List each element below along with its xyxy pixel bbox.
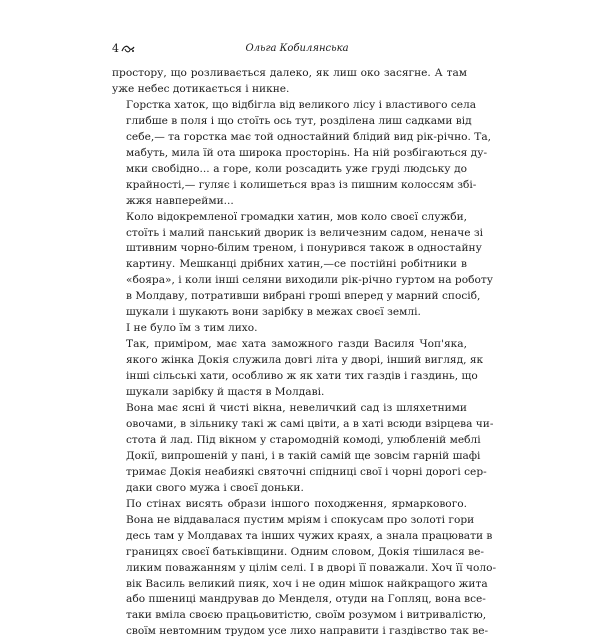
text-line: Горстка хаток, що відбігла від великого лісу і властивого села bbox=[126, 98, 477, 111]
paragraph bbox=[112, 401, 494, 497]
paragraph bbox=[112, 210, 493, 322]
text-line: тримає Докія неабиякі святочні спідниці свої і чорні дорогі сер- bbox=[126, 465, 487, 478]
text-line: вік Василь великий пияк, хоч і не один мішок найкращого жита bbox=[126, 577, 488, 590]
text-line: даки свого мужа і своєї доньки. bbox=[126, 481, 304, 494]
text-line: в Молдаву, потративши вибрані гроші вперед у марний спосіб, bbox=[126, 290, 481, 303]
text-line: таки вміла своєю працьовитістю, своїм розумом і витривалістю, bbox=[126, 609, 487, 622]
text-line: Докії, випрошеній у пані, і в такій самій ще зовсім гарній шафі bbox=[126, 449, 481, 462]
text-line: або пшениці мандрував до Менделя, отуди на Гопляц, вона все- bbox=[126, 593, 486, 606]
text-line: Так, приміром, має хата заможного газди Василя Чоп'яка, bbox=[126, 338, 467, 351]
text-line: шукали і шукають вони зарібку в межах своєї землі. bbox=[126, 306, 421, 319]
paragraph bbox=[112, 337, 484, 401]
text-line: крайності,— гуляє і колишеться враз із пишним колоссям збі- bbox=[126, 178, 477, 191]
text-line: десь там у Молдавах та інших чужих краях, а знала працювати в bbox=[126, 529, 493, 542]
paragraph bbox=[112, 98, 492, 210]
text-line: ликим поважанням у цілім селі. І в дворі її поважали. Хоч її чоло- bbox=[126, 561, 497, 574]
paragraph bbox=[112, 66, 467, 98]
text-line: шукали зарібку й щастя в Молдаві. bbox=[126, 386, 325, 399]
text-line: своїм невтомним трудом усе лихо направити і газдівство так ве- bbox=[126, 625, 489, 638]
text-line: мабуть, мила їй ота широка просторінь. На ній розбігаються ду- bbox=[126, 146, 488, 159]
text-line: мки свобідно... а горе, коли розсадить уже груді людську до bbox=[126, 162, 467, 175]
text-line: Коло відокремленої громадки хатин, мов коло своєї служби, bbox=[126, 210, 467, 223]
page-number: 4 bbox=[112, 42, 119, 55]
text-line: уже небес дотикається і никне. bbox=[112, 82, 290, 95]
text-line: границях своєї батьківщини. Одним словом, Докія тішилася ве- bbox=[126, 545, 484, 558]
text-line: картину. Мешканці дрібних хатин,—се постійні робітники в bbox=[126, 258, 467, 271]
text-line: якого жінка Докія служила довгі літа у дворі, інший вигляд, як bbox=[126, 354, 484, 367]
text-line: себе,— та горстка має той одностайний блідий вид рік-річно. Та, bbox=[126, 130, 492, 143]
text-line: І не було їм з тим лихо. bbox=[126, 322, 258, 335]
text-line: інші сільські хати, особливо ж як хати тих газдів і газдинь, що bbox=[126, 370, 478, 383]
text-line: жжя навперейми... bbox=[126, 194, 234, 207]
text-line: овочами, в зільнику такі ж самі цвіти, а в хаті всюди взірцева чи- bbox=[126, 417, 494, 430]
paragraph bbox=[112, 497, 497, 640]
running-title: Ольга Кобилянська bbox=[245, 43, 349, 54]
body-text bbox=[112, 66, 497, 640]
text-line: Вона не віддавалася пустим мріям і спокусам про золоті гори bbox=[126, 513, 475, 526]
text-line: стота й лад. Під вікном у старомодній комоді, улюбленій меблі bbox=[126, 433, 481, 446]
text-line: стоїть і малий панський дворик із величезним садом, неначе зі bbox=[126, 226, 484, 239]
text-line: штивним чорно-білим треном, і понурився також в одностайну bbox=[126, 242, 482, 255]
page-header bbox=[112, 42, 482, 56]
text-line: простору, що розливається далеко, як лиш око засягне. А там bbox=[112, 67, 467, 79]
text-line: По стінах висять образи іншого походження, ярмаркового. bbox=[126, 497, 467, 510]
text-line: Вона має ясні й чисті вікна, невеличкий сад із шляхетними bbox=[126, 402, 467, 415]
text-line: «бояра», і коли інші селяни виходили рік-річно гуртом на роботу bbox=[126, 274, 493, 287]
paragraph bbox=[112, 321, 467, 337]
text-line: глибше в поля і що стоїть ось тут, розділена лиш садками від bbox=[126, 114, 472, 127]
